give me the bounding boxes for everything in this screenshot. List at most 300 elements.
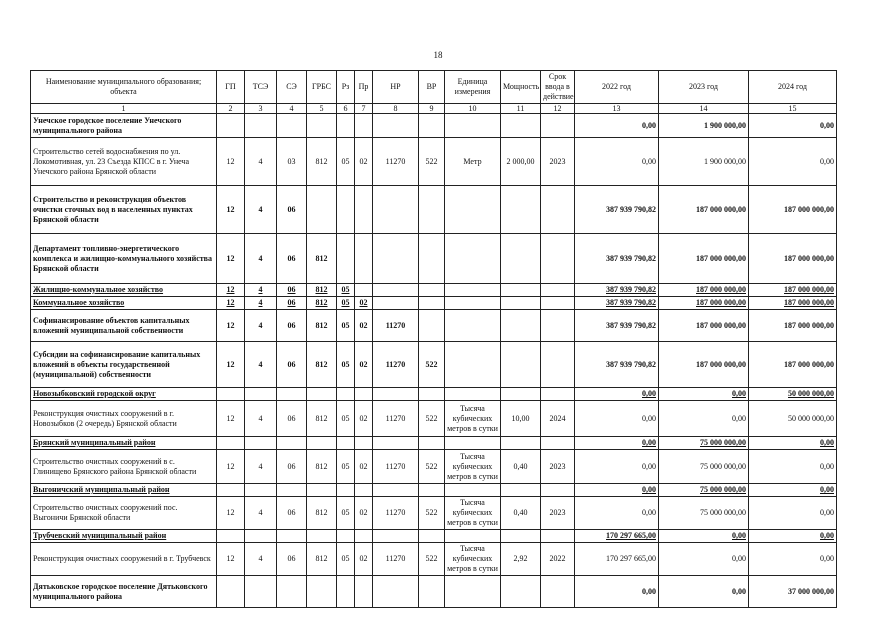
table-row	[31, 342, 837, 388]
code-cell: 12	[217, 186, 245, 234]
unit-cell	[445, 576, 501, 608]
amount-cell: 187 000 000,00	[659, 284, 749, 297]
code-cell: 02	[355, 138, 373, 186]
table-row	[31, 530, 837, 543]
code-cell	[373, 437, 419, 450]
code-cell	[355, 388, 373, 401]
header-name: Наименование муниципального образования; объекта	[31, 71, 217, 104]
code-cell: 812	[307, 234, 337, 284]
code-cell: 2023	[541, 497, 575, 530]
code-cell	[245, 388, 277, 401]
amount-cell: 0,00	[749, 543, 837, 576]
table-row	[31, 234, 837, 284]
code-cell: 06	[277, 186, 307, 234]
amount-cell: 0,00	[659, 530, 749, 543]
column-number: 8	[373, 104, 419, 114]
amount-cell: 37 000 000,00	[749, 576, 837, 608]
code-cell: 06	[277, 297, 307, 310]
header-unit: Единица измерения	[445, 71, 501, 104]
code-cell	[277, 530, 307, 543]
row-name: Департамент топливно-энергетического комплекса и жилищно-коммунального хозяйства Брянской области	[31, 234, 217, 284]
table-row	[31, 543, 837, 576]
code-cell: 03	[277, 138, 307, 186]
amount-cell: 387 939 790,82	[575, 234, 659, 284]
amount-cell: 0,00	[749, 450, 837, 484]
table-row	[31, 186, 837, 234]
column-number: 2	[217, 104, 245, 114]
header-vr: ВР	[419, 71, 445, 104]
code-cell	[355, 437, 373, 450]
code-cell: 05	[337, 342, 355, 388]
code-cell	[277, 114, 307, 138]
unit-cell: Метр	[445, 138, 501, 186]
code-cell	[419, 576, 445, 608]
code-cell	[541, 310, 575, 342]
code-cell: 05	[337, 310, 355, 342]
code-cell: 11270	[373, 543, 419, 576]
code-cell: 812	[307, 297, 337, 310]
amount-cell: 0,00	[575, 401, 659, 437]
amount-cell: 387 939 790,82	[575, 186, 659, 234]
header-commission-date: Срок ввода в действие	[541, 71, 575, 104]
row-name: Строительство сетей водоснабжения по ул. Локомотивная, ул. 23 Съезда КПСС в г. Унеча Унечского района Брянской области	[31, 138, 217, 186]
code-cell: 06	[277, 450, 307, 484]
unit-cell: Тысяча кубических метров в сутки	[445, 450, 501, 484]
unit-cell	[445, 310, 501, 342]
code-cell: 2023	[541, 138, 575, 186]
column-number: 4	[277, 104, 307, 114]
amount-cell: 0,00	[659, 576, 749, 608]
table-row	[31, 284, 837, 297]
table-row	[31, 437, 837, 450]
code-cell: 05	[337, 497, 355, 530]
amount-cell: 187 000 000,00	[749, 310, 837, 342]
code-cell	[217, 388, 245, 401]
row-name: Субсидии на софинансирование капитальных вложений в объекты государственной (муниципальной) собственности	[31, 342, 217, 388]
row-name: Дятьковское городское поселение Дятьковского муниципального района	[31, 576, 217, 608]
unit-cell: Тысяча кубических метров в сутки	[445, 543, 501, 576]
code-cell: 06	[277, 284, 307, 297]
code-cell: 12	[217, 138, 245, 186]
code-cell: 812	[307, 138, 337, 186]
code-cell	[307, 388, 337, 401]
code-cell: 4	[245, 284, 277, 297]
code-cell: 2 000,00	[501, 138, 541, 186]
code-cell: 05	[337, 543, 355, 576]
header-nr: НР	[373, 71, 419, 104]
column-number: 13	[575, 104, 659, 114]
budget-table	[30, 70, 837, 608]
header-pr: Пр	[355, 71, 373, 104]
table-row	[31, 450, 837, 484]
table-row	[31, 114, 837, 138]
unit-cell: Тысяча кубических метров в сутки	[445, 401, 501, 437]
code-cell	[501, 284, 541, 297]
code-cell: 12	[217, 234, 245, 284]
amount-cell: 0,00	[749, 437, 837, 450]
code-cell	[337, 388, 355, 401]
unit-cell	[445, 186, 501, 234]
code-cell: 11270	[373, 401, 419, 437]
code-cell	[541, 484, 575, 497]
row-name: Строительство и реконструкция объектов очистки сточных вод в населенных пунктах Брянской области	[31, 186, 217, 234]
code-cell	[217, 437, 245, 450]
code-cell	[373, 297, 419, 310]
code-cell	[501, 234, 541, 284]
code-cell: 06	[277, 342, 307, 388]
row-name: Коммунальное хозяйство	[31, 297, 217, 310]
column-number: 9	[419, 104, 445, 114]
amount-cell: 187 000 000,00	[659, 234, 749, 284]
table-row	[31, 497, 837, 530]
amount-cell: 187 000 000,00	[749, 284, 837, 297]
row-name: Строительство очистных сооружений в с. Глинищево Брянского района Брянской области	[31, 450, 217, 484]
code-cell: 812	[307, 497, 337, 530]
amount-cell: 0,00	[575, 437, 659, 450]
unit-cell	[445, 530, 501, 543]
code-cell	[501, 530, 541, 543]
column-number: 7	[355, 104, 373, 114]
header-2022: 2022 год	[575, 71, 659, 104]
row-name: Строительство очистных сооружений пос. Выгоничи Брянской области	[31, 497, 217, 530]
amount-cell: 75 000 000,00	[659, 450, 749, 484]
code-cell: 4	[245, 138, 277, 186]
amount-cell: 0,00	[659, 543, 749, 576]
code-cell	[419, 530, 445, 543]
unit-cell	[445, 388, 501, 401]
table-row	[31, 310, 837, 342]
amount-cell: 170 297 665,00	[575, 543, 659, 576]
unit-cell	[445, 297, 501, 310]
amount-cell: 75 000 000,00	[659, 484, 749, 497]
amount-cell: 187 000 000,00	[659, 186, 749, 234]
code-cell: 12	[217, 310, 245, 342]
code-cell	[307, 530, 337, 543]
code-cell	[501, 297, 541, 310]
code-cell	[541, 530, 575, 543]
code-cell: 522	[419, 342, 445, 388]
code-cell: 522	[419, 138, 445, 186]
code-cell: 522	[419, 401, 445, 437]
code-cell: 4	[245, 234, 277, 284]
row-name: Жилищно-коммунальное хозяйство	[31, 284, 217, 297]
header-2023: 2023 год	[659, 71, 749, 104]
code-cell	[541, 342, 575, 388]
code-cell	[277, 484, 307, 497]
code-cell	[217, 576, 245, 608]
code-cell: 4	[245, 186, 277, 234]
code-cell: 12	[217, 342, 245, 388]
row-name: Трубчевский муниципальный район	[31, 530, 217, 543]
code-cell	[245, 576, 277, 608]
code-cell: 812	[307, 450, 337, 484]
code-cell	[355, 576, 373, 608]
amount-cell: 187 000 000,00	[749, 186, 837, 234]
row-name: Брянский муниципальный район	[31, 437, 217, 450]
amount-cell: 0,00	[575, 450, 659, 484]
code-cell: 4	[245, 543, 277, 576]
amount-cell: 50 000 000,00	[749, 388, 837, 401]
code-cell	[337, 530, 355, 543]
code-cell	[419, 388, 445, 401]
table-body	[31, 114, 837, 608]
code-cell: 11270	[373, 310, 419, 342]
code-cell	[355, 234, 373, 284]
table-row	[31, 297, 837, 310]
code-cell: 06	[277, 234, 307, 284]
code-cell: 05	[337, 284, 355, 297]
code-cell	[337, 437, 355, 450]
code-cell	[501, 388, 541, 401]
code-cell	[373, 388, 419, 401]
amount-cell: 75 000 000,00	[659, 437, 749, 450]
code-cell	[541, 284, 575, 297]
code-cell	[501, 484, 541, 497]
code-cell	[373, 484, 419, 497]
code-cell	[373, 530, 419, 543]
code-cell	[541, 114, 575, 138]
code-cell: 06	[277, 543, 307, 576]
code-cell: 12	[217, 401, 245, 437]
code-cell: 10,00	[501, 401, 541, 437]
code-cell: 02	[355, 342, 373, 388]
amount-cell: 387 939 790,82	[575, 342, 659, 388]
code-cell: 4	[245, 342, 277, 388]
code-cell: 02	[355, 497, 373, 530]
code-cell	[307, 114, 337, 138]
code-cell: 02	[355, 401, 373, 437]
code-cell	[245, 114, 277, 138]
code-cell: 05	[337, 297, 355, 310]
code-cell	[501, 310, 541, 342]
amount-cell: 0,00	[659, 388, 749, 401]
code-cell: 12	[217, 450, 245, 484]
code-cell: 812	[307, 401, 337, 437]
row-name: Реконструкция очистных сооружений в г. Новозыбков (2 очередь) Брянской области	[31, 401, 217, 437]
code-cell	[245, 437, 277, 450]
amount-cell: 0,00	[575, 576, 659, 608]
code-cell	[217, 114, 245, 138]
code-cell	[337, 234, 355, 284]
code-cell	[541, 234, 575, 284]
code-cell	[355, 186, 373, 234]
code-cell	[217, 530, 245, 543]
amount-cell: 75 000 000,00	[659, 497, 749, 530]
code-cell: 2023	[541, 450, 575, 484]
row-name: Реконструкция очистных сооружений в г. Трубчевск	[31, 543, 217, 576]
code-cell	[307, 484, 337, 497]
code-cell	[277, 576, 307, 608]
unit-cell	[445, 342, 501, 388]
code-cell	[307, 437, 337, 450]
row-name: Унечское городское поселение Унечского муниципального района	[31, 114, 217, 138]
code-cell: 4	[245, 401, 277, 437]
amount-cell: 1 900 000,00	[659, 138, 749, 186]
code-cell	[419, 284, 445, 297]
code-cell: 02	[355, 297, 373, 310]
code-cell: 11270	[373, 450, 419, 484]
code-cell: 05	[337, 138, 355, 186]
code-cell: 12	[217, 284, 245, 297]
code-cell	[501, 342, 541, 388]
column-number: 5	[307, 104, 337, 114]
column-number: 6	[337, 104, 355, 114]
code-cell	[419, 310, 445, 342]
code-cell	[355, 530, 373, 543]
code-cell: 0,40	[501, 450, 541, 484]
column-number-row	[31, 104, 837, 114]
code-cell	[355, 284, 373, 297]
code-cell: 11270	[373, 497, 419, 530]
code-cell: 2024	[541, 401, 575, 437]
code-cell: 05	[337, 450, 355, 484]
unit-cell	[445, 484, 501, 497]
header-grbs: ГРБС	[307, 71, 337, 104]
code-cell	[541, 437, 575, 450]
code-cell: 4	[245, 297, 277, 310]
code-cell: 02	[355, 543, 373, 576]
code-cell	[419, 234, 445, 284]
code-cell	[541, 576, 575, 608]
code-cell: 11270	[373, 342, 419, 388]
header-2024: 2024 год	[749, 71, 837, 104]
code-cell: 06	[277, 401, 307, 437]
code-cell: 06	[277, 497, 307, 530]
code-cell	[373, 576, 419, 608]
code-cell	[501, 437, 541, 450]
code-cell	[337, 114, 355, 138]
code-cell: 02	[355, 310, 373, 342]
table-row	[31, 401, 837, 437]
amount-cell: 0,00	[575, 484, 659, 497]
code-cell	[373, 234, 419, 284]
header-se: СЭ	[277, 71, 307, 104]
code-cell: 4	[245, 450, 277, 484]
code-cell	[541, 186, 575, 234]
amount-cell: 0,00	[575, 388, 659, 401]
code-cell: 12	[217, 297, 245, 310]
code-cell	[277, 437, 307, 450]
table-row	[31, 484, 837, 497]
code-cell: 522	[419, 450, 445, 484]
code-cell: 0,40	[501, 497, 541, 530]
code-cell: 2,92	[501, 543, 541, 576]
row-name: Софинансирование объектов капитальных вложений муниципальной собственности	[31, 310, 217, 342]
unit-cell: Тысяча кубических метров в сутки	[445, 497, 501, 530]
unit-cell	[445, 114, 501, 138]
header-row	[31, 71, 837, 104]
unit-cell	[445, 437, 501, 450]
table-row	[31, 138, 837, 186]
code-cell	[337, 484, 355, 497]
code-cell	[337, 186, 355, 234]
code-cell: 812	[307, 310, 337, 342]
code-cell: 05	[337, 401, 355, 437]
code-cell	[277, 388, 307, 401]
amount-cell: 387 939 790,82	[575, 310, 659, 342]
column-number: 3	[245, 104, 277, 114]
amount-cell: 0,00	[749, 114, 837, 138]
code-cell	[419, 297, 445, 310]
header-tse: ТСЭ	[245, 71, 277, 104]
code-cell: 812	[307, 543, 337, 576]
code-cell: 06	[277, 310, 307, 342]
amount-cell: 0,00	[659, 401, 749, 437]
code-cell	[245, 484, 277, 497]
column-number: 14	[659, 104, 749, 114]
header-gp: ГП	[217, 71, 245, 104]
amount-cell: 0,00	[749, 484, 837, 497]
amount-cell: 387 939 790,82	[575, 297, 659, 310]
header-rz: Рз	[337, 71, 355, 104]
code-cell	[501, 186, 541, 234]
amount-cell: 0,00	[749, 530, 837, 543]
amount-cell: 0,00	[749, 497, 837, 530]
column-number: 11	[501, 104, 541, 114]
amount-cell: 187 000 000,00	[749, 234, 837, 284]
amount-cell: 50 000 000,00	[749, 401, 837, 437]
column-number: 15	[749, 104, 837, 114]
row-name: Новозыбковский городской округ	[31, 388, 217, 401]
amount-cell: 0,00	[749, 138, 837, 186]
column-number: 10	[445, 104, 501, 114]
code-cell	[541, 388, 575, 401]
table-row	[31, 576, 837, 608]
code-cell	[245, 530, 277, 543]
code-cell: 522	[419, 543, 445, 576]
page-number: 18	[433, 50, 443, 60]
code-cell	[373, 114, 419, 138]
code-cell	[419, 186, 445, 234]
amount-cell: 0,00	[575, 497, 659, 530]
unit-cell	[445, 284, 501, 297]
code-cell: 12	[217, 497, 245, 530]
code-cell	[419, 484, 445, 497]
code-cell: 812	[307, 342, 337, 388]
code-cell	[501, 576, 541, 608]
code-cell	[419, 114, 445, 138]
code-cell: 02	[355, 450, 373, 484]
code-cell	[419, 437, 445, 450]
code-cell	[307, 576, 337, 608]
row-name: Выгоничский муниципальный район	[31, 484, 217, 497]
code-cell	[541, 297, 575, 310]
code-cell	[373, 284, 419, 297]
code-cell	[501, 114, 541, 138]
code-cell	[217, 484, 245, 497]
header-capacity: Мощность	[501, 71, 541, 104]
code-cell: 12	[217, 543, 245, 576]
amount-cell: 187 000 000,00	[659, 342, 749, 388]
column-number: 1	[31, 104, 217, 114]
code-cell	[355, 114, 373, 138]
code-cell	[373, 186, 419, 234]
code-cell: 4	[245, 310, 277, 342]
amount-cell: 1 900 000,00	[659, 114, 749, 138]
amount-cell: 187 000 000,00	[749, 297, 837, 310]
code-cell: 812	[307, 284, 337, 297]
amount-cell: 0,00	[575, 114, 659, 138]
column-number: 12	[541, 104, 575, 114]
code-cell	[337, 576, 355, 608]
code-cell: 522	[419, 497, 445, 530]
code-cell: 4	[245, 497, 277, 530]
table-row	[31, 388, 837, 401]
amount-cell: 387 939 790,82	[575, 284, 659, 297]
amount-cell: 170 297 665,00	[575, 530, 659, 543]
unit-cell	[445, 234, 501, 284]
code-cell	[307, 186, 337, 234]
